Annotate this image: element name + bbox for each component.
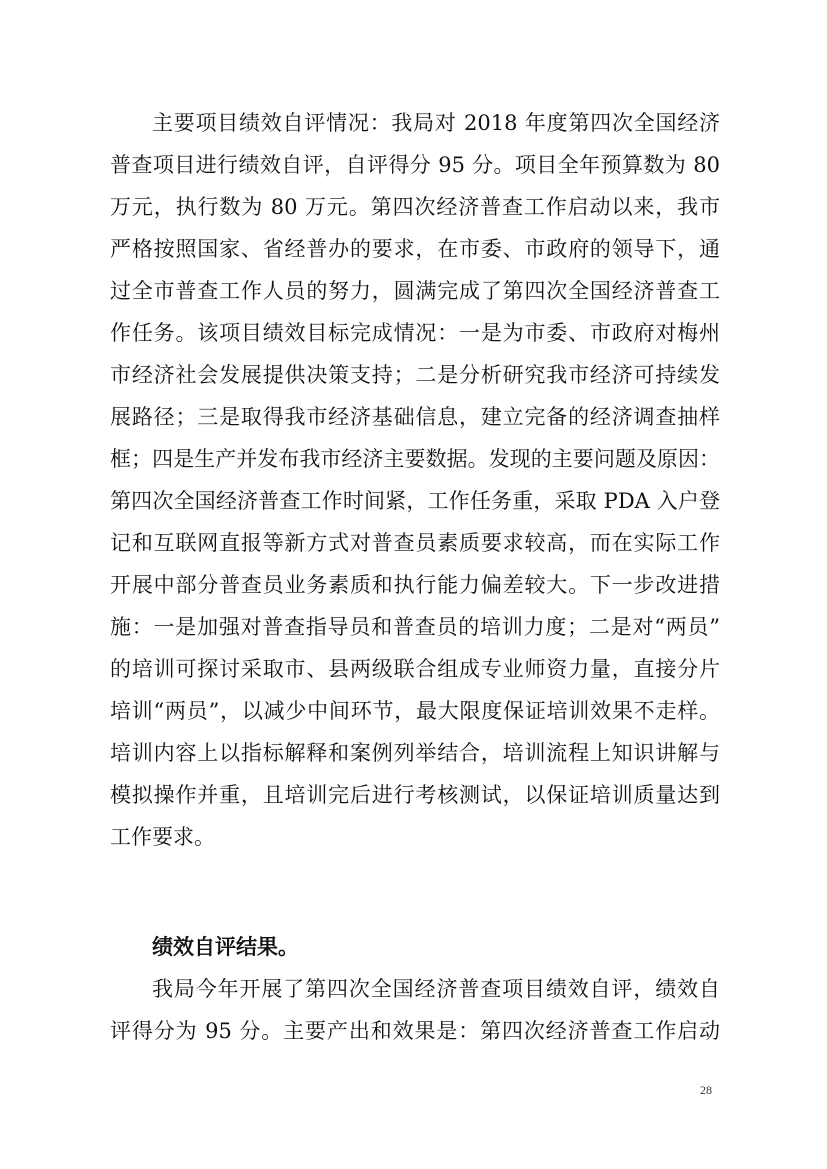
paragraph-line: 普查项目进行绩效自评，自评得分 95 分。项目全年预算数为 80 bbox=[110, 153, 720, 177]
paragraph-line: 的培训可探讨采取市、县两级联合组成专业师资力量，直接分片 bbox=[110, 657, 720, 681]
paragraph-line: 模拟操作并重，且培训完后进行考核测试，以保证培训质量达到 bbox=[110, 783, 720, 807]
paragraph-line: 万元，执行数为 80 万元。第四次经济普查工作启动以来，我市 bbox=[110, 195, 720, 219]
paragraph-line: 培训“两员”，以减少中间环节，最大限度保证培训效果不走样。 bbox=[110, 699, 720, 723]
paragraph-line: 评得分为 95 分。主要产出和效果是：第四次经济普查工作启动 bbox=[110, 1019, 720, 1043]
paragraph-line: 记和互联网直报等新方式对普查员素质要求较高，而在实际工作 bbox=[110, 531, 720, 555]
paragraph-line: 工作要求。 bbox=[110, 825, 215, 849]
paragraph-line: 主要项目绩效自评情况：我局对 2018 年度第四次全国经济 bbox=[152, 111, 720, 135]
paragraph-line: 作任务。该项目绩效目标完成情况：一是为市委、市政府对梅州 bbox=[110, 321, 720, 345]
paragraph-line: 严格按照国家、省经普办的要求，在市委、市政府的领导下，通 bbox=[110, 237, 720, 261]
paragraph-line: 培训内容上以指标解释和案例列举结合，培训流程上知识讲解与 bbox=[110, 741, 720, 765]
section-heading: 绩效自评结果。 bbox=[152, 934, 299, 959]
paragraph-line: 市经济社会发展提供决策支持；二是分析研究我市经济可持续发 bbox=[110, 363, 720, 387]
paragraph-line: 过全市普查工作人员的努力，圆满完成了第四次全国经济普查工 bbox=[110, 279, 720, 303]
paragraph-line: 我局今年开展了第四次全国经济普查项目绩效自评，绩效自 bbox=[152, 977, 720, 1001]
paragraph-line: 开展中部分普查员业务素质和执行能力偏差较大。下一步改进措 bbox=[110, 573, 720, 597]
page-number: 28 bbox=[700, 1083, 712, 1097]
paragraph-line: 框；四是生产并发布我市经济主要数据。发现的主要问题及原因： bbox=[110, 447, 720, 471]
paragraph-line: 第四次全国经济普查工作时间紧，工作任务重，采取 PDA 入户登 bbox=[110, 489, 720, 513]
paragraph-line: 施：一是加强对普查指导员和普查员的培训力度；二是对“两员” bbox=[110, 615, 720, 639]
paragraph-line: 展路径；三是取得我市经济基础信息，建立完备的经济调查抽样 bbox=[110, 405, 720, 429]
